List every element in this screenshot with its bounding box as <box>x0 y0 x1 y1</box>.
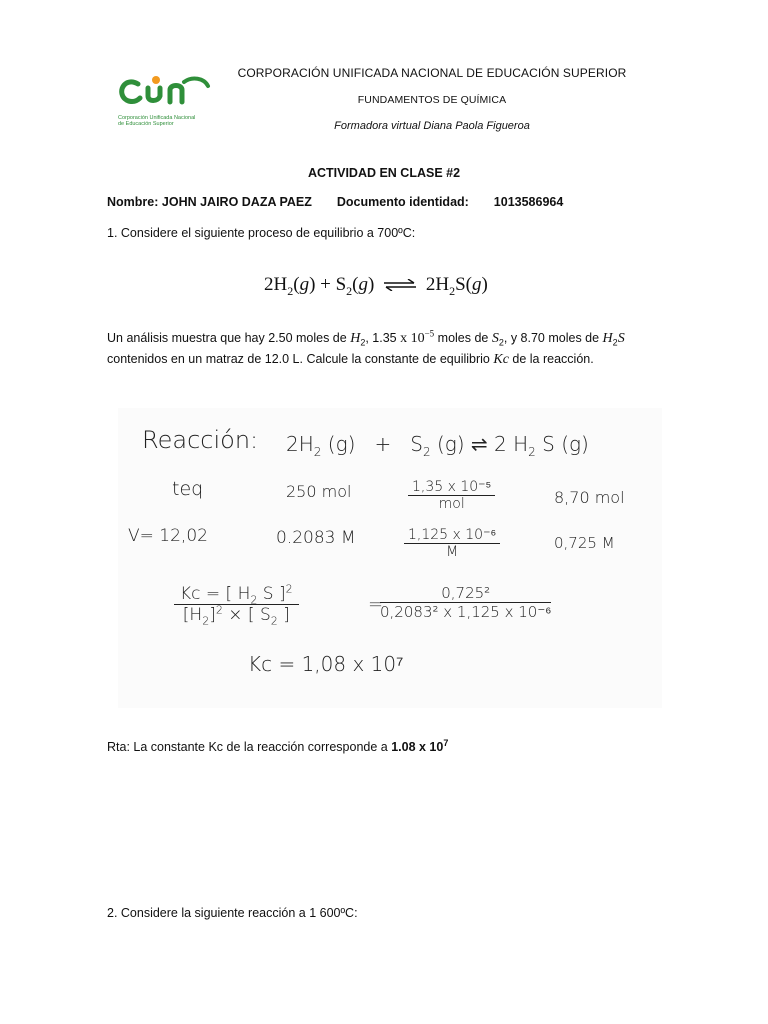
name-label: Nombre: <box>107 195 159 209</box>
question1-answer: Rta: La constante Kc de la reacción corresponde a 1.08 x $10^7$ <box>107 737 449 754</box>
hw-s2-conc: 1,125 x 10⁻⁶ M <box>404 526 500 560</box>
hw-h2-conc: 0.2083 M <box>276 528 356 548</box>
hw-h2s-conc: 0,725 M <box>554 534 615 552</box>
hw-teq-label: teq <box>172 478 204 500</box>
hw-reaction: $2H_2$ $(g) + S_2$ (g) ⇌ 2 $H_2$ S (g) <box>286 432 589 459</box>
instructor-name: Formadora virtual Diana Paola Figueroa <box>334 120 530 132</box>
id-number: 1013586964 <box>493 195 564 209</box>
institution-name: CORPORACIÓN UNIFICADA NACIONAL DE EDUCACIÓN SUPERIOR <box>237 66 627 80</box>
question1-body: Un análisis muestra que hay 2.50 moles de $H_2$, 1.35 x $10^{-5}$ moles de $S_2$, y 8.70 moles de $H_2S$ contenidos en un matraz de 12.0 L. Calcule la constante de equilibrio Kc de la reacción. <box>107 328 625 367</box>
student-info <box>107 192 563 212</box>
hw-volume: V= 12,02 <box>128 526 208 546</box>
question1-prompt: 1. Considere el siguiente proceso de equilibrio a 700ºC: <box>107 226 416 240</box>
hw-equals-sign: = <box>368 594 384 615</box>
hw-h2s-moles: 8,70 mol <box>554 488 625 507</box>
activity-title: ACTIVIDAD EN CLASE #2 <box>307 166 461 180</box>
equilibrium-arrows-icon <box>383 275 417 297</box>
hw-kc-expression: $\frac{Kc = [ H_2 S ]^2}{[H_2]^2 \times [ S_2 ]}$ <box>174 584 299 625</box>
handwritten-solution <box>118 408 662 708</box>
hw-h2-moles: 250 mol <box>286 482 352 501</box>
student-name: JOHN JAIRO DAZA PAEZ <box>161 195 312 209</box>
logo-caption-line2: de Educación Superior <box>118 121 174 127</box>
hw-kc-substituted: 0,725² 0,2083² x 1,125 x 10⁻⁶ <box>380 584 552 621</box>
logo-caption-line1: Corporación Unificada Nacional <box>118 115 196 121</box>
hw-s2-moles: 1,35 x 10⁻⁵ mol <box>408 478 495 512</box>
equilibrium-equation: $2H_2(g) + S_2(g)$ $2H_2S(g)$ <box>264 274 488 298</box>
course-name: FUNDAMENTOS DE QUÍMICA <box>357 94 507 106</box>
id-label: Documento identidad: <box>336 195 469 209</box>
question2-prompt: 2. Considere la siguiente reacción a 1 600ºC: <box>107 906 358 920</box>
hw-kc-result: Kc = 1,08 x 10⁷ <box>248 652 404 676</box>
hw-reaction-label: Reacción: <box>142 426 259 454</box>
